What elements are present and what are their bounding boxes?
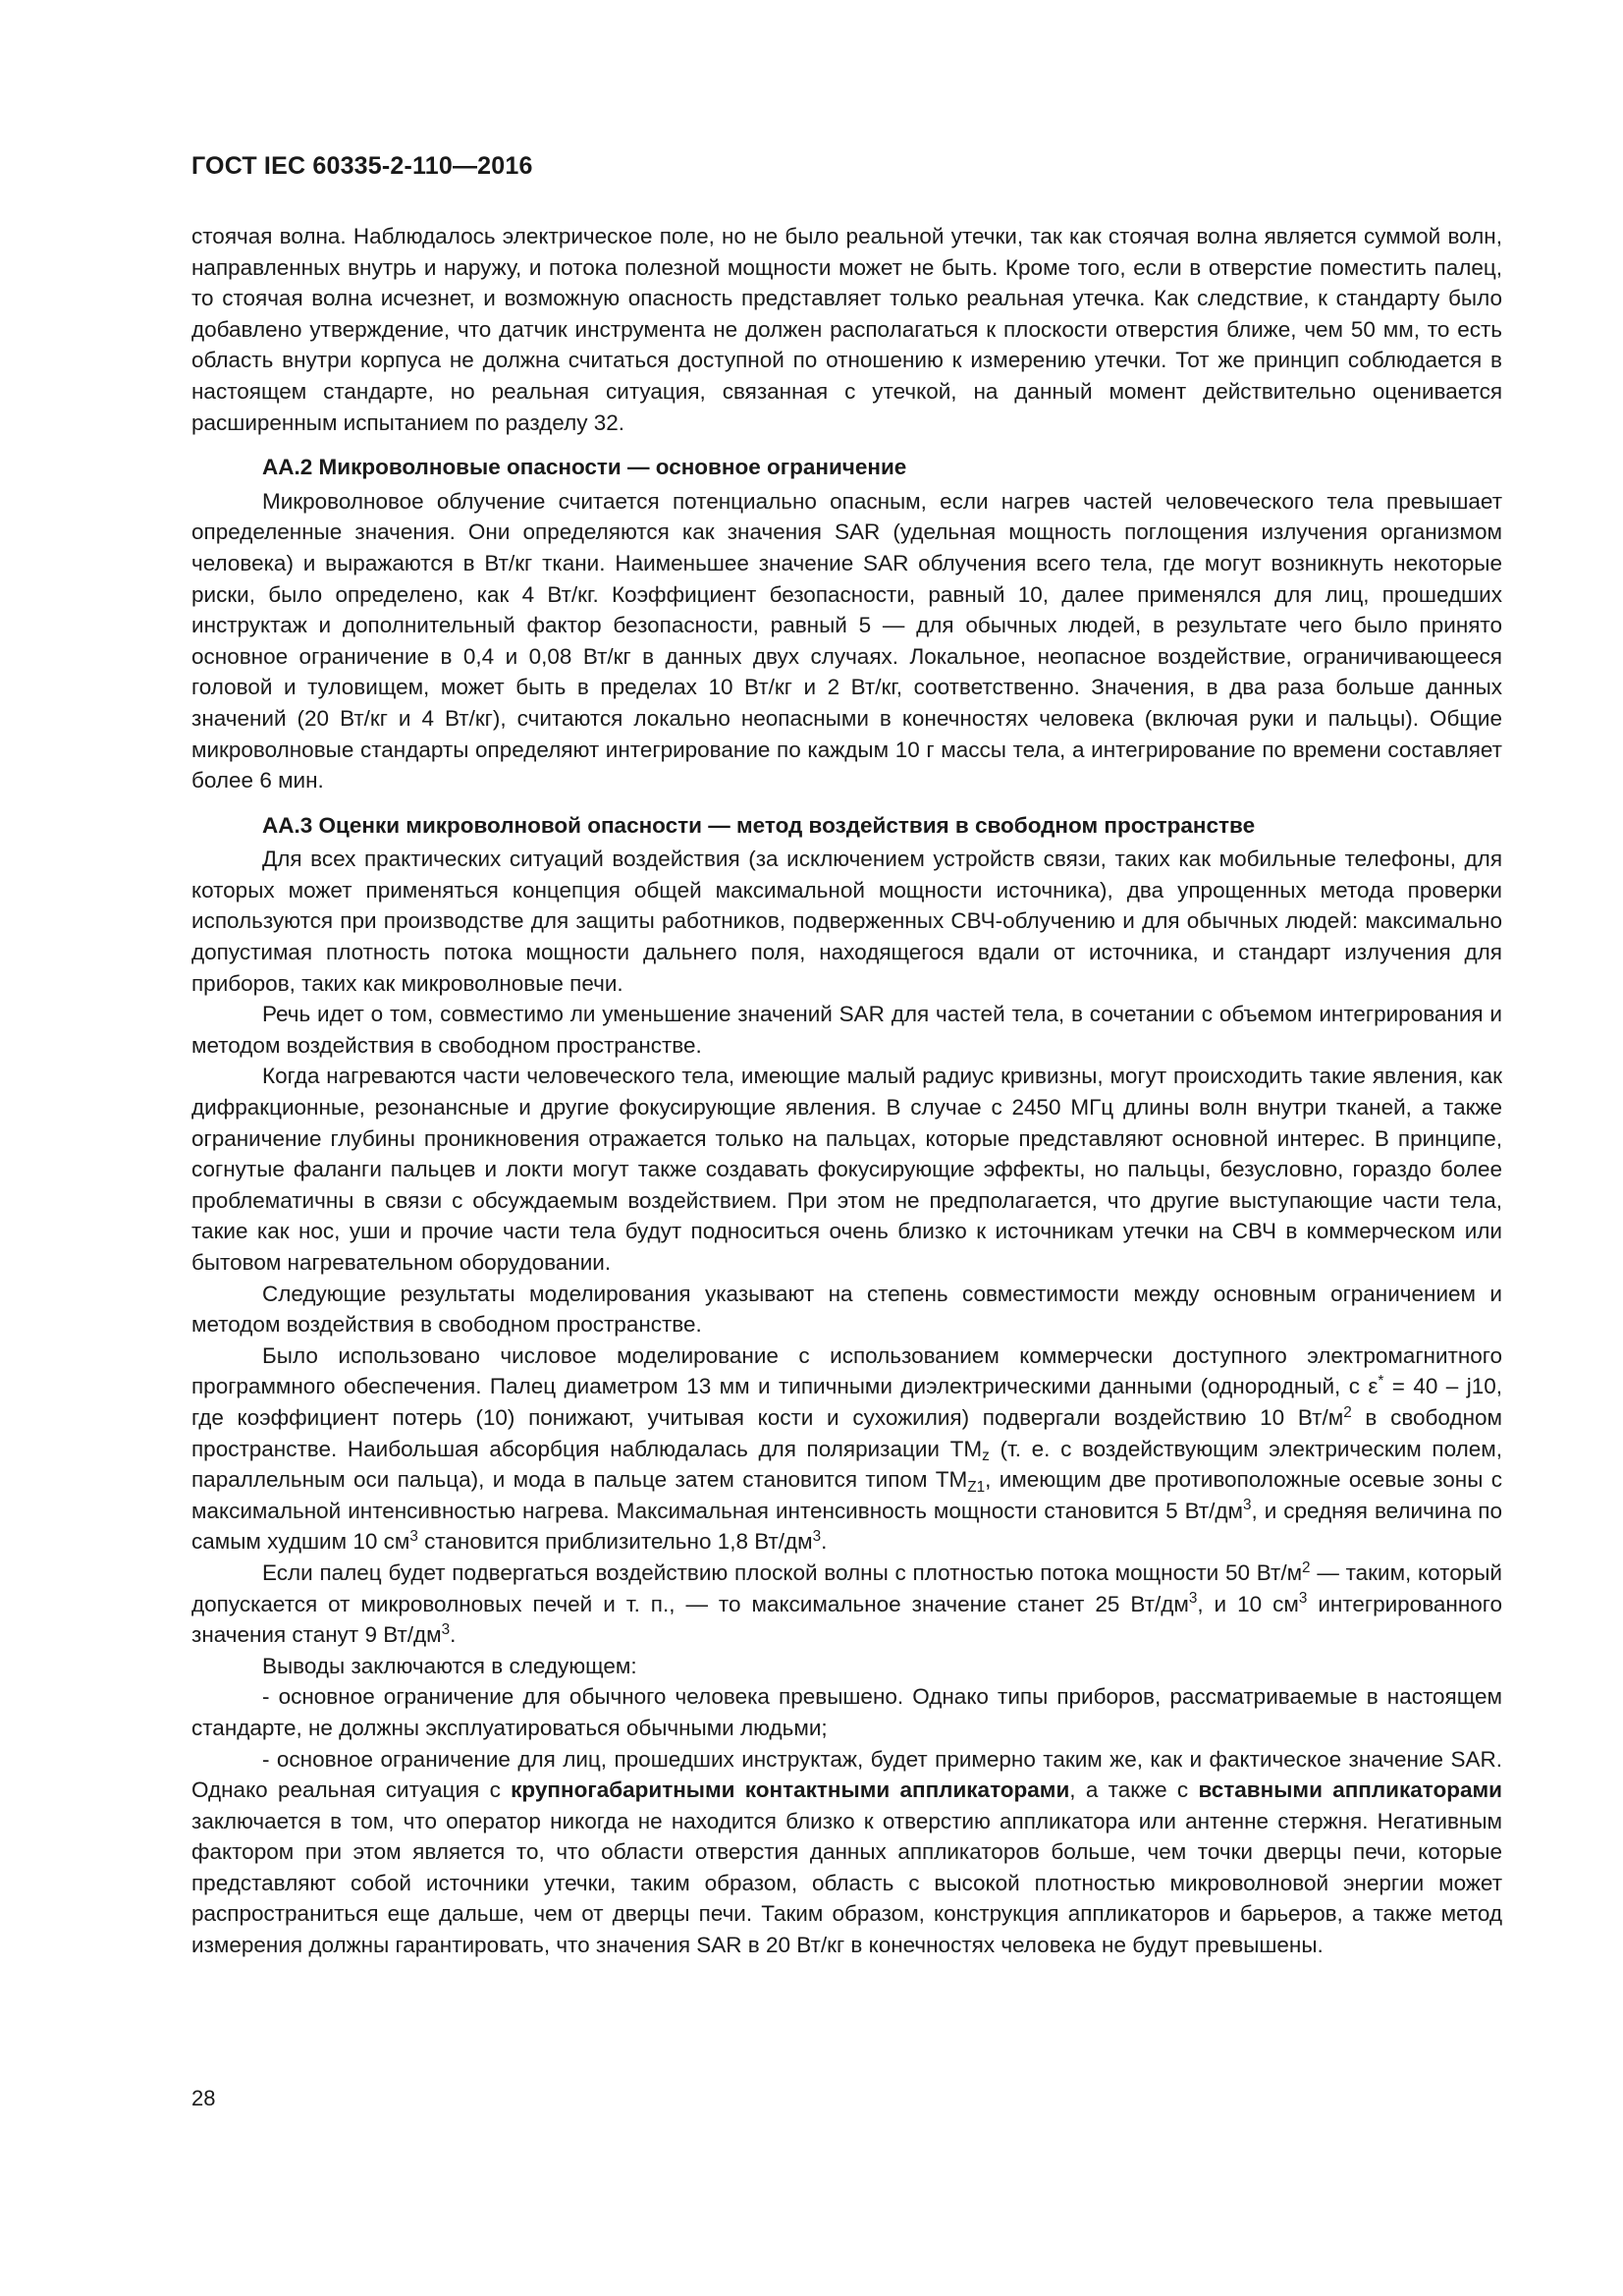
section-heading-aa3: АА.3 Оценки микроволновой опасности — метод воздействия в свободном пространстве [262,812,1256,838]
text-run: (т. е. с воздействующим электрическим полем, параллельным оси пальца), и мода в пальце затем становится типом TM [191,1436,1502,1493]
superscript: 3 [812,1527,822,1545]
superscript: 2 [1302,1558,1311,1576]
text-run: , и средняя величина по самым худшим 10 см [191,1498,1502,1555]
paragraph-aa3-6 [191,1558,1502,1651]
subscript: z [982,1448,990,1465]
superscript: 3 [409,1527,418,1545]
text-run: интегрированного значения станут 9 Вт/дм [191,1591,1502,1648]
paragraph-aa3-2: Речь идет о том, совместимо ли уменьшение значений SAR для частей тела, в сочетании с объемом интегрирования и методом воздействия в свободном пространстве. [191,1002,1502,1058]
superscript: 3 [1298,1590,1308,1608]
paragraph-aa3-3: Когда нагреваются части человеческого тела, имеющие малый радиус кривизны, могут происходить такие явления, как дифракционные, резонансные и другие фокусирующие явления. В случае с 2450 МГц длины волн внутри тканей, а также ограничение глубины проникновения отражается только на пальцах, которые представляют основной интерес. В принципе, согнутые фаланги пальцев и локти могут также создавать фокусирующие эффекты, но пальцы, безусловно, гораздо более проблематичны в связи с обсуждаемым воздействием. При этом не предполагается, что другие выступающие части тела, такие как нос, уши и прочие части тела будут подноситься очень близко к источникам утечки на СВЧ в коммерческом или бытовом нагревательном оборудовании. [191,1064,1502,1275]
paragraph-aa3-5 [191,1340,1502,1558]
text-run: , имеющим две противоположные осевые зоны с максимальной интенсивностью нагрева. Максимальная интенсивность мощности становится 5 Вт/дм [191,1467,1502,1523]
superscript: 3 [441,1620,451,1638]
text-run: , а также с [1069,1777,1199,1803]
superscript: * [1378,1372,1384,1390]
text-run: . [450,1622,457,1648]
document-page [191,0,1502,2296]
bold-term: вставными аппликаторами [1198,1777,1502,1803]
paragraph-aa3-7: Выводы заключаются в следующем: [262,1653,637,1678]
text-run: = 40 – j10, где коэффициент потерь (10) понижают, учитывая кости и сухожилия) подвергали воздействию 10 Вт/м [191,1374,1502,1430]
text-run: становится приблизительно 1,8 Вт/дм [417,1529,813,1555]
list-item-1: - основное ограничение для обычного человека превышено. Однако типы приборов, рассматриваемые в настоящем стандарте, не должны эксплуатироваться обычными людьми; [191,1684,1502,1740]
subscript: Z1 [967,1478,986,1496]
superscript: 2 [1343,1403,1352,1421]
document-body [191,221,1502,1961]
paragraph-aa2: Микроволновое облучение считается потенциально опасным, если нагрев частей человеческого тела превышает определенные значения. Они определяются как значения SAR (удельная мощность поглощения излучения организмом человека) и выражаются в Вт/кг ткани. Наименьшее значение SAR облучения всего тела, где могут возникнуть некоторые риски, было определено, как 4 Вт/кг. Коэффициент безопасности, равный 10, далее применялся для лиц, прошедших инструктаж и дополнительный фактор безопасности, равный 5 — для обычных людей, в результате чего было принято основное ограничение в 0,4 и 0,08 Вт/кг в данных двух случаях. Локальное, неопасное воздействие, ограничивающееся головой и туловищем, может быть в пределах 10 Вт/кг и 2 Вт/кг, соответственно. Значения, в два раза больше данных значений (20 Вт/кг и 4 Вт/кг), считаются локально неопасными в конечностях человека (включая руки и пальцы). Общие микроволновые стандарты определяют интегрирование по каждым 10 г массы тела, а интегрирование по времени составляет более 6 мин. [191,488,1502,793]
standard-header: ГОСТ IEC 60335-2-110—2016 [191,152,533,180]
paragraph-aa3-4: Следующие результаты моделирования указывают на степень совместимости между основным ограничением и методом воздействия в свободном пространстве. [191,1281,1502,1338]
page-number: 28 [191,2086,216,2110]
text-run: в свободном пространстве. Наибольшая абсорбция наблюдалась для поляризации TM [191,1404,1502,1461]
bold-term: крупногабаритными контактными аппликаторами [511,1777,1070,1803]
section-heading-aa2: АА.2 Микроволновые опасности — основное ограничение [262,455,907,480]
text-run: . [821,1529,828,1555]
text-run: — таким, который допускается от микроволновых печей и т. п., — то максимальное значение станет 25 Вт/дм [191,1559,1502,1616]
list-item-2 [191,1744,1502,1961]
text-run: заключается в том, что оператор никогда не находится близко к отверстию аппликатора или антенне стержня. Негативным фактором при этом является то, что области отверстия данных аппликаторов больше, чем точки дверцы печи, которые представляют собой источники утечки, таким образом, область с высокой плотностью микроволновой энергии может распространиться еще дальше, чем от дверцы печи. Таким образом, конструкция аппликаторов и барьеров, а также метод измерения должны гарантировать, что значения SAR в 20 Вт/кг в конечностях человека не будут превышены. [191,1808,1502,1958]
superscript: 3 [1188,1590,1198,1608]
superscript: 3 [1243,1497,1252,1514]
text-run: Было использовано числовое моделирование с использованием коммерчески доступного электромагнитного программного обеспечения. Палец диаметром 13 мм и типичными диэлектрическими данными (однородный, с ε [191,1342,1502,1399]
continuation-paragraph: стоячая волна. Наблюдалось электрическое поле, но не было реальной утечки, так как стоячая волна является суммой волн, направленных внутрь и наружу, и потока полезной мощности может не быть. Кроме того, если в отверстие поместить палец, то стоячая волна исчезнет, и возможную опасность представляет только реальная утечка. Как следствие, к стандарту было добавлено утверждение, что датчик инструмента не должен располагаться к плоскости отверстия ближе, чем 50 мм, то есть область внутри корпуса не должна считаться доступной по отношению к измерению утечки. Тот же принцип соблюдается в настоящем стандарте, но реальная ситуация, связанная с утечкой, на данный момент действительно оценивается расширенным испытанием по разделу 32. [191,224,1502,435]
text-run: , и 10 см [1197,1591,1299,1616]
paragraph-aa3-1: Для всех практических ситуаций воздействия (за исключением устройств связи, таких как мобильные телефоны, для которых может применяться концепция общей максимальной мощности источника), два упрощенных метода проверки используются при производстве для защиты работников, подверженных СВЧ-облучению и для обычных людей: максимально допустимая плотность потока мощности дальнего поля, находящегося вдали от источника, и стандарт излучения для приборов, таких как микроволновые печи. [191,847,1502,996]
text-run: Если палец будет подвергаться воздействию плоской волны с плотностью потока мощности 50 Вт/м [262,1559,1303,1585]
text-run: - основное ограничение для лиц, прошедших инструктаж, будет примерно таким же, как и фактическое значение SAR. Однако реальная ситуация с [191,1746,1502,1803]
